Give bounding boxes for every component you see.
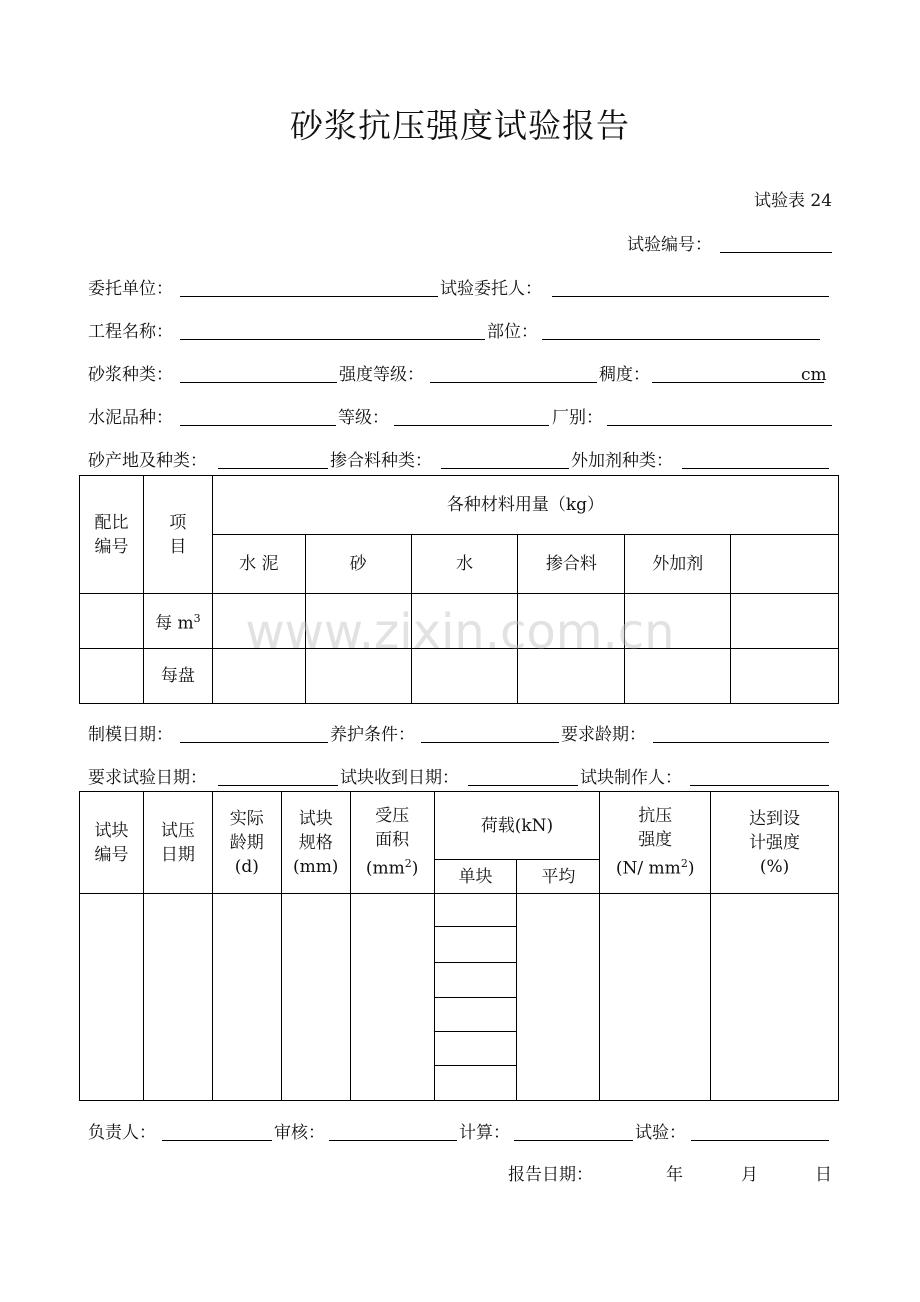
- client-person-field[interactable]: [552, 276, 829, 297]
- tester-label: 试验：: [635, 1123, 686, 1143]
- age-header: 实际龄期 (d): [212, 792, 281, 894]
- single-load-cell[interactable]: [434, 894, 517, 927]
- material-extra: [731, 535, 839, 594]
- single-load-cell[interactable]: [434, 998, 517, 1032]
- cement-type-label: 水泥品种：: [88, 408, 173, 428]
- required-test-date-field[interactable]: [218, 765, 338, 786]
- sand-origin-label: 砂产地及种类：: [88, 451, 207, 471]
- spec-cell[interactable]: [281, 894, 350, 1101]
- area-header: 受压面积 $(mm^2)$: [350, 792, 434, 894]
- test-no-label: 试验编号：: [627, 235, 712, 255]
- received-date-field[interactable]: [468, 765, 578, 786]
- strength-cell[interactable]: [600, 894, 711, 1101]
- strength-grade-label: 强度等级：: [339, 365, 424, 385]
- load-header: 荷载(kN): [434, 792, 600, 860]
- mortar-type-field[interactable]: [180, 362, 337, 383]
- item-header: 项目: [143, 476, 212, 594]
- block-no-header: 试块编号: [80, 792, 144, 894]
- material-additive: 外加剂: [625, 535, 731, 594]
- client-unit-label: 委托单位：: [88, 279, 173, 299]
- result-table: [79, 791, 839, 1101]
- tester-field[interactable]: [691, 1120, 829, 1141]
- block-no-cell[interactable]: [80, 894, 144, 1101]
- mix-cell[interactable]: [212, 649, 305, 704]
- mold-date-label: 制模日期：: [88, 725, 173, 745]
- part-field[interactable]: [542, 319, 820, 340]
- page-title: 砂浆抗压强度试验报告: [290, 106, 630, 145]
- calc-field[interactable]: [514, 1120, 633, 1141]
- report-year: 年: [666, 1165, 683, 1185]
- admixture-type-label: 掺合料种类：: [330, 451, 432, 471]
- report-date-label: 报告日期：: [508, 1165, 593, 1185]
- maker-field[interactable]: [690, 765, 829, 786]
- part-label: 部位：: [487, 322, 538, 342]
- strength-header: 抗压强度 (N/ $mm^2$): [600, 792, 711, 894]
- project-name-field[interactable]: [180, 319, 485, 340]
- client-unit-field[interactable]: [180, 276, 438, 297]
- mix-cell[interactable]: [731, 594, 839, 649]
- grade-label: 等级：: [338, 408, 389, 428]
- mix-cell[interactable]: [212, 594, 305, 649]
- additive-type-label: 外加剂种类：: [571, 451, 673, 471]
- mix-cell[interactable]: [305, 649, 411, 704]
- material-admixture: 掺合料: [518, 535, 625, 594]
- single-load-cell[interactable]: [434, 1032, 517, 1066]
- form-number: 试验表 24: [754, 191, 833, 211]
- responsible-label: 负责人：: [88, 1123, 156, 1143]
- test-date-header: 试压日期: [143, 792, 212, 894]
- curing-label: 养护条件：: [330, 725, 415, 745]
- test-date-cell[interactable]: [143, 894, 212, 1101]
- review-field[interactable]: [329, 1120, 457, 1141]
- row-per-batch: 每盘: [143, 649, 212, 704]
- material-water: 水: [411, 535, 518, 594]
- mortar-type-label: 砂浆种类：: [88, 365, 173, 385]
- mix-cell[interactable]: [305, 594, 411, 649]
- report-month: 月: [741, 1165, 758, 1185]
- consistency-field[interactable]: [652, 362, 824, 383]
- mix-cell[interactable]: [625, 649, 731, 704]
- mix-cell[interactable]: [731, 649, 839, 704]
- mix-cell[interactable]: [518, 649, 625, 704]
- mix-no-header: 配比编号: [80, 476, 144, 594]
- single-load-cell[interactable]: [434, 927, 517, 963]
- received-date-label: 试块收到日期：: [340, 768, 459, 788]
- mix-cell[interactable]: [518, 594, 625, 649]
- watermark: www.zixin.com.cn: [245, 604, 675, 660]
- factory-field[interactable]: [607, 405, 832, 426]
- materials-header: 各种材料用量（kg）: [212, 476, 838, 535]
- responsible-field[interactable]: [162, 1120, 272, 1141]
- mix-cell[interactable]: [411, 594, 518, 649]
- review-label: 审核：: [274, 1123, 325, 1143]
- row-per-m3: 每 $m^3$: [143, 594, 212, 649]
- design-strength-cell[interactable]: [711, 894, 839, 1101]
- required-age-field[interactable]: [653, 722, 829, 743]
- curing-field[interactable]: [421, 722, 559, 743]
- single-load-cell[interactable]: [434, 1066, 517, 1101]
- maker-label: 试块制作人：: [580, 768, 682, 788]
- material-cement: 水 泥: [212, 535, 305, 594]
- mix-proportion-table: [79, 475, 839, 704]
- calc-label: 计算：: [459, 1123, 510, 1143]
- consistency-unit: cm: [801, 365, 827, 385]
- area-cell[interactable]: [350, 894, 434, 1101]
- mix-cell[interactable]: [411, 649, 518, 704]
- material-sand: 砂: [305, 535, 411, 594]
- project-name-label: 工程名称：: [88, 322, 173, 342]
- required-test-date-label: 要求试验日期：: [88, 768, 207, 788]
- client-person-label: 试验委托人：: [440, 279, 542, 299]
- mix-cell[interactable]: [80, 594, 144, 649]
- cement-type-field[interactable]: [180, 405, 336, 426]
- age-cell[interactable]: [212, 894, 281, 1101]
- factory-label: 厂别：: [552, 408, 603, 428]
- avg-header: 平均: [517, 860, 600, 894]
- single-header: 单块: [434, 860, 517, 894]
- test-no-field[interactable]: [720, 232, 832, 253]
- sand-origin-field[interactable]: [218, 448, 328, 469]
- consistency-label: 稠度：: [599, 365, 650, 385]
- strength-grade-field[interactable]: [430, 362, 597, 383]
- admixture-type-field[interactable]: [441, 448, 569, 469]
- additive-type-field[interactable]: [682, 448, 829, 469]
- single-load-cell[interactable]: [434, 963, 517, 998]
- mix-cell[interactable]: [80, 649, 144, 704]
- mix-cell[interactable]: [625, 594, 731, 649]
- report-day: 日: [815, 1165, 832, 1185]
- grade-field[interactable]: [394, 405, 549, 426]
- mold-date-field[interactable]: [180, 722, 328, 743]
- required-age-label: 要求龄期：: [561, 725, 646, 745]
- avg-load-cell[interactable]: [517, 894, 600, 1101]
- design-strength-header: 达到设计强度 (%): [711, 792, 839, 894]
- spec-header: 试块规格 (mm): [281, 792, 350, 894]
